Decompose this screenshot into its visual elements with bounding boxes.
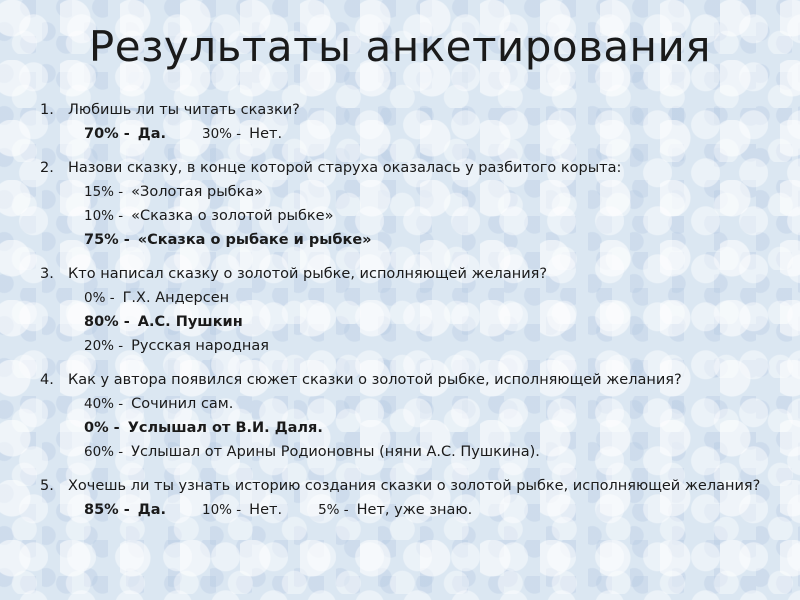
answer-percent: 5% - — [318, 502, 349, 518]
answer-percent: 70% - — [84, 126, 130, 142]
question-text: Как у автора появился сюжет сказки о золотой рыбке, исполняющей желания? — [68, 372, 682, 388]
question-number: 1. — [40, 102, 54, 118]
question-text: Любишь ли ты читать сказки? — [68, 102, 300, 118]
answer-text: Услышал от В.И. Даля. — [127, 420, 323, 436]
answer-row — [84, 310, 780, 334]
answer-row — [84, 392, 780, 416]
question-number: 3. — [40, 266, 54, 282]
question-text: Кто написал сказку о золотой рыбке, исполняющей желания? — [68, 266, 548, 282]
answer-item — [318, 498, 472, 522]
answer-text: Сочинил сам. — [131, 396, 234, 412]
answer-text: «Золотая рыбка» — [131, 184, 264, 200]
answer-row — [84, 416, 780, 440]
answer-row — [84, 228, 780, 252]
answer-text: Услышал от Арины Родионовны (няни А.С. Пушкина). — [131, 444, 540, 460]
survey-results — [40, 98, 780, 532]
question-number: 5. — [40, 478, 54, 494]
answer-item — [84, 498, 166, 522]
answer-text: Нет. — [249, 126, 283, 142]
answer-percent: 80% - — [84, 314, 130, 330]
answer-text: Да. — [137, 502, 166, 518]
answer-item — [202, 122, 282, 146]
question-text: Назови сказку, в конце которой старуха оказалась у разбитого корыта: — [68, 160, 622, 176]
answer-text: Да. — [137, 126, 166, 142]
answer-percent: 10% - — [84, 208, 124, 224]
answer-percent: 0% - — [84, 290, 115, 306]
question-1 — [40, 98, 780, 146]
answer-percent: 30% - — [202, 126, 242, 142]
answer-percent: 60% - — [84, 444, 124, 460]
answer-row — [84, 286, 780, 310]
answer-item — [84, 122, 166, 146]
answer-item — [202, 498, 282, 522]
answer-text: Русская народная — [131, 338, 269, 354]
question-4 — [40, 368, 780, 464]
answer-row — [84, 180, 780, 204]
question-number: 4. — [40, 372, 54, 388]
slide-title: Результаты анкетирования — [88, 22, 712, 71]
answer-row — [84, 334, 780, 358]
answer-percent: 15% - — [84, 184, 124, 200]
answer-row — [84, 204, 780, 228]
answer-row — [84, 498, 780, 522]
answer-percent: 20% - — [84, 338, 124, 354]
question-2 — [40, 156, 780, 252]
answer-text: «Сказка о рыбаке и рыбке» — [137, 232, 372, 248]
answer-percent: 75% - — [84, 232, 130, 248]
answer-row — [84, 122, 780, 146]
answer-text: Нет, уже знаю. — [356, 502, 473, 518]
answer-text: «Сказка о золотой рыбке» — [131, 208, 334, 224]
answer-percent: 85% - — [84, 502, 130, 518]
question-number: 2. — [40, 160, 54, 176]
answer-percent: 0% - — [84, 420, 120, 436]
answer-text: Г.Х. Андерсен — [122, 290, 230, 306]
answer-text: А.С. Пушкин — [137, 314, 243, 330]
answer-percent: 10% - — [202, 502, 242, 518]
question-3 — [40, 262, 780, 358]
question-5 — [40, 474, 780, 522]
question-text: Хочешь ли ты узнать историю создания сказки о золотой рыбке, исполняющей желания? — [68, 478, 761, 494]
answer-percent: 40% - — [84, 396, 124, 412]
answer-text: Нет. — [249, 502, 283, 518]
answer-row — [84, 440, 780, 464]
